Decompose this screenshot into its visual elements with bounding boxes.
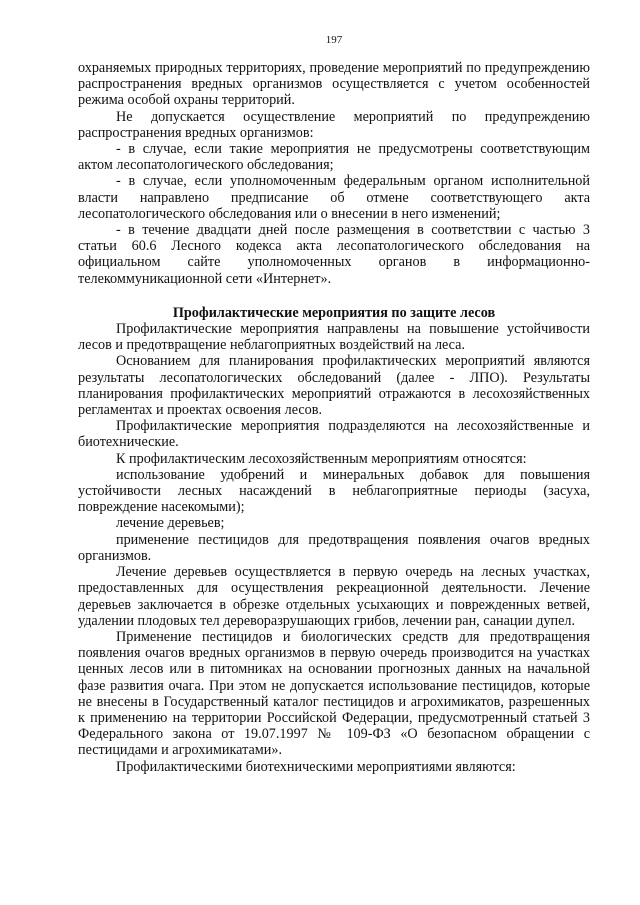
list-item: применение пестицидов для предотвращения появления очагов вредных организмов. — [78, 531, 590, 564]
paragraph: Профилактические мероприятия подразделяются на лесохозяйственные и биотехнические. — [78, 418, 590, 451]
paragraph: Профилактические мероприятия направлены на повышение устойчивости лесов и предотвращение неблагоприятных воздействий на леса. — [78, 321, 590, 354]
document-page — [78, 34, 590, 775]
paragraph: Не допускается осуществление мероприятий по предупреждению распространения вредных организмов: — [78, 108, 590, 141]
paragraph: К профилактическим лесохозяйственным мероприятиям относятся: — [116, 450, 527, 467]
section-heading: Профилактические мероприятия по защите лесов — [172, 304, 496, 321]
list-item: - в течение двадцати дней после размещения в соответствии с частью 3 статьи 60.6 Лесного кодекса акта лесопатологического обследования на официальном сайте уполномоченных органов в информационно-телекоммуникационной сети «Интернет». — [78, 222, 590, 287]
paragraph: Лечение деревьев осуществляется в первую очередь на лесных участках, предоставленных для осуществления рекреационной деятельности. Лечение деревьев заключается в обрезке отдельных усыхающих и поврежденных ветвей, удалении плодовых тел дереворазрушающих грибов, лечении ран, санации дупел. — [78, 564, 590, 629]
list-item: - в случае, если такие мероприятия не предусмотрены соответствующим актом лесопатологического обследования; — [78, 141, 590, 174]
list-item: лечение деревьев; — [116, 515, 225, 532]
paragraph: Применение пестицидов и биологических средств для предотвращения появления очагов вредных организмов в первую очередь производится на участках ценных лесов или в питомниках на основании прогнозных данных на начальной фазе развития очага. При этом не допускается использование пестицидов, которые не внесены в Государственный каталог пестицидов и агрохимикатов, разрешенных к применению на территории Российской Федерации, предусмотренный статьей 3 Федерального закона от 19.07.1997 № 109-ФЗ «О безопасном обращении с пестицидами и агрохимикатами». — [78, 628, 590, 759]
list-item: использование удобрений и минеральных добавок для повышения устойчивости лесных насаждений в неблагоприятные периоды (засуха, повреждение насекомыми); — [78, 466, 590, 516]
paragraph: Основанием для планирования профилактических мероприятий являются результаты лесопатологических обследований (далее - ЛПО). Результаты планирования профилактических мероприятий отражаются в лесохозяйственных регламентах и проектах освоения лесов. — [78, 353, 590, 419]
list-item: - в случае, если уполномоченным федеральным органом исполнительной власти направлено предписание об отмене соответствующего акта лесопатологического обследования или о внесении в него изменений; — [78, 173, 590, 222]
paragraph: Профилактическими биотехническими мероприятиями являются: — [116, 758, 516, 775]
page-number: 197 — [325, 34, 343, 46]
paragraph-continuation: охраняемых природных территориях, проведение мероприятий по предупреждению распространения вредных организмов осуществляется с учетом особенностей режима особой охраны территорий. — [78, 60, 590, 109]
